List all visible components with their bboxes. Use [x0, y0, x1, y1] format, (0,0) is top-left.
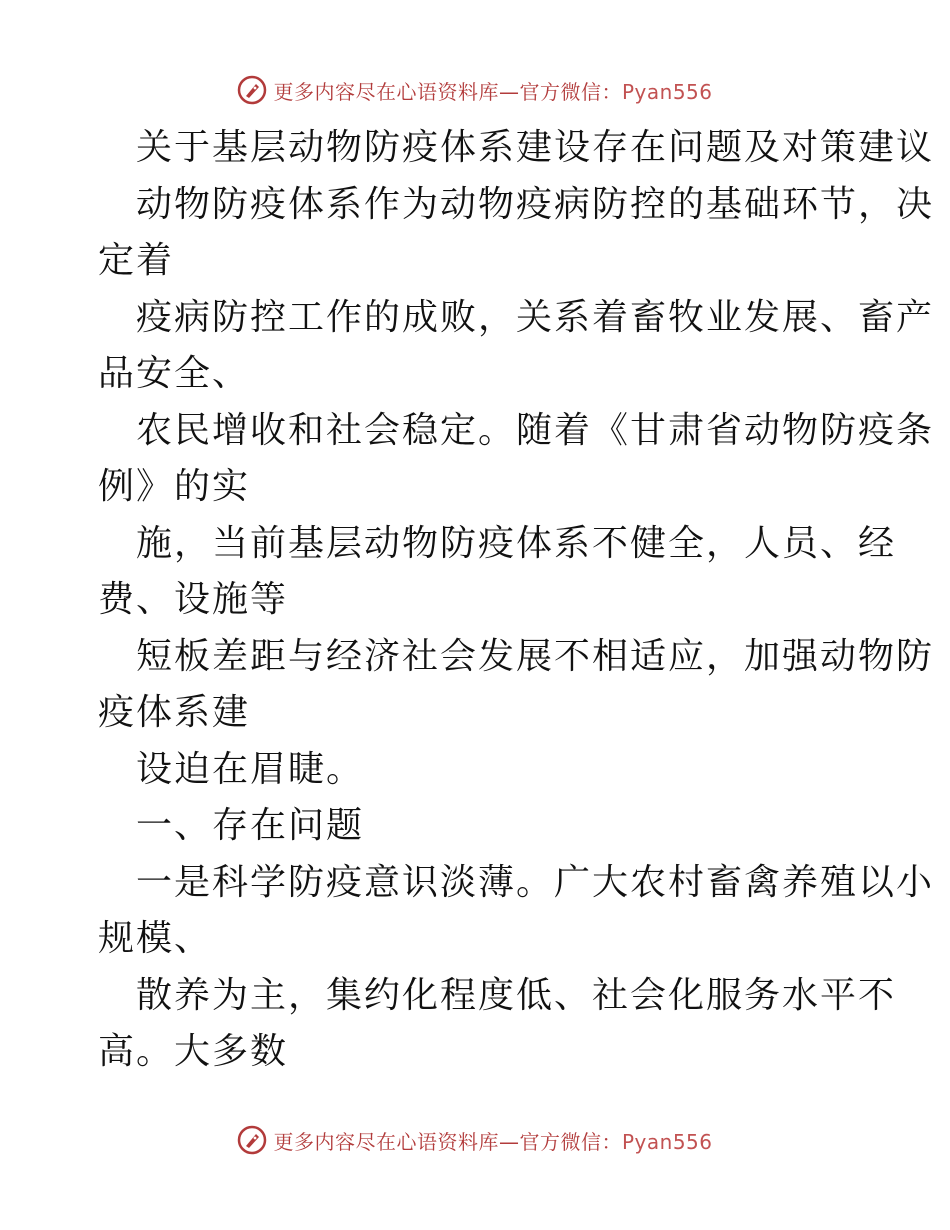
text-line: 农民增收和社会稳定。随着《甘肃省动物防疫条 [136, 409, 935, 451]
text-line: 规模、 [98, 918, 213, 959]
text-line: 疫体系建 [98, 692, 251, 733]
text-line: 动物防疫体系作为动物疫病防控的基础环节，决 [136, 183, 935, 225]
document-title: 关于基层动物防疫体系建设存在问题及对策建议 [136, 127, 935, 168]
footer-banner [0, 1120, 950, 1160]
text-line: 例》的实 [98, 466, 251, 507]
banner-handle: Pyan556 [621, 79, 713, 104]
text-line: 定着 [98, 240, 175, 281]
text-line: 短板差距与经济社会发展不相适应，加强动物防 [136, 635, 935, 677]
text-line: 一是科学防疫意识淡薄。广大农村畜禽养殖以小 [136, 861, 935, 903]
document-body [98, 120, 935, 1081]
banner-text: 更多内容尽在心语资料库—官方微信：Pyan556 [273, 79, 713, 104]
text-line: 品安全、 [98, 353, 251, 394]
pen-nib-seal-icon [237, 1125, 267, 1155]
header-banner [0, 70, 950, 110]
text-line: 施，当前基层动物防疫体系不健全，人员、经 [136, 522, 897, 564]
pen-nib-seal-icon [237, 75, 267, 105]
text-line: 设迫在眉睫。 [136, 748, 365, 790]
text-line: 疫病防控工作的成败，关系着畜牧业发展、畜产 [136, 296, 935, 338]
banner-handle: Pyan556 [621, 1129, 713, 1154]
text-line: 费、设施等 [98, 579, 289, 620]
section-heading: 一、存在问题 [136, 805, 365, 846]
text-line: 高。大多数 [98, 1031, 289, 1072]
text-line: 散养为主，集约化程度低、社会化服务水平不 [136, 974, 897, 1016]
banner-text: 更多内容尽在心语资料库—官方微信：Pyan556 [273, 1129, 713, 1154]
